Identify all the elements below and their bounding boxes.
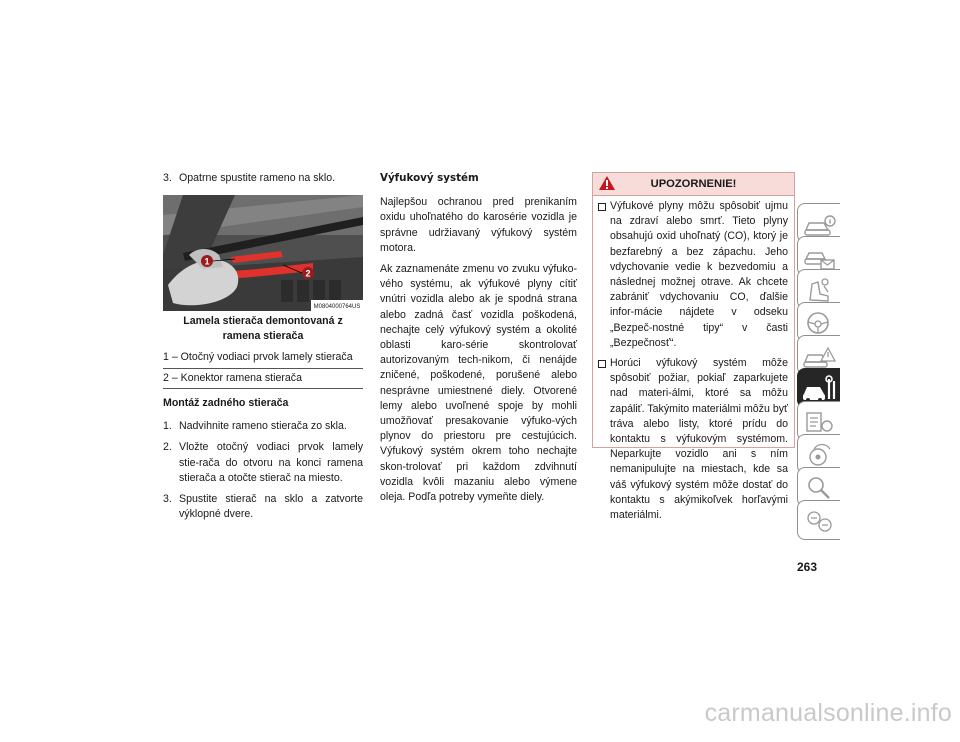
warning-triangle-icon	[598, 175, 616, 191]
exhaust-paragraph-2: Ak zaznamenáte zmenu vo zvuku výfuko-vého systému, ak výfukové plyny cítiť vnútri vozidla alebo ak je spodná strana alebo zadná časť vozidla poškodená, nechajte celý výfukový systém a okolité oblasti karo-série skontrolovať autorizovaným tech-nikom, či nenájde zničené, poškodené, porušené alebo nesprávne umiestnené diely. Otvorené lemy alebo uvoľnené spoje by mohli umožňovať presakovanie výfuko-vých plynov do priestoru pre cestujúcich. Výfukový systém okrem toho nechajte skon-trolovať pri každom zdvihnutí vozidla kvôli mazaniu alebo výmene oleja. Podľa potreby vymeňte diely.	[380, 263, 577, 504]
rear-step-2	[163, 440, 363, 486]
wiper-blade-figure	[163, 195, 363, 311]
checkbox-bullet-icon	[598, 360, 606, 368]
figure-code: M0804000764US	[313, 304, 361, 310]
warning-header	[593, 173, 794, 196]
exhaust-section	[380, 171, 577, 505]
warning-item-2	[593, 356, 794, 523]
callout-label-1: 1	[204, 256, 210, 267]
step-text: Nadvihnite rameno stierača zo skla.	[179, 420, 347, 433]
checkbox-bullet-icon	[598, 203, 606, 211]
front-step-3	[163, 171, 363, 186]
step-number: 3.	[163, 172, 172, 184]
step-number: 1.	[163, 420, 172, 433]
page-number: 263	[797, 560, 818, 574]
rear-step-1	[163, 419, 363, 434]
warning-title: UPOZORNENIE!	[650, 178, 737, 190]
figure-caption: Lamela stierača demontovaná z ramena stierača	[183, 315, 343, 343]
step-text: Spustite stierač na sklo a zatvorte výklopné dvere.	[179, 493, 363, 521]
exhaust-heading: Výfukový systém	[380, 172, 479, 184]
figure-caption-block	[163, 314, 363, 389]
warning-text: Výfukové plyny môžu spôsobiť ujmu na zdraví alebo smrť. Tieto plyny obsahujú oxid uhoľnatý (CO), ktorý je bezfarebný a bez zápachu. Jeho vdychovanie vedie k bezvedomiu a následnej možnej otrave. Ak chcete zabrániť vdychovaniu CO, ďalšie infor-mácie nájdete v odseku „Bezpeč-nostné tipy“ v časti „Bezpečnosť“.	[610, 200, 788, 349]
legend-item-2: 2 – Konektor ramena stierača	[163, 369, 363, 389]
rear-wiper-section	[163, 396, 363, 522]
languages-icon	[798, 501, 841, 541]
left-column	[163, 171, 363, 186]
warning-box	[592, 172, 795, 522]
wiper-removal-illustration	[163, 195, 363, 311]
step-text: Vložte otočný vodiaci prvok lamely stie-rača do otvoru na konci ramena stierača a otočte stierač na miesto.	[179, 441, 363, 484]
exhaust-paragraph-1: Najlepšou ochranou pred prenikaním oxidu uhoľnatého do karosérie vozidla je správne udržiavaný výfukový systém motora.	[380, 196, 577, 254]
step-text: Opatrne spustite rameno na sklo.	[179, 172, 336, 184]
warning-text: Horúci výfukový systém môže spôsobiť požiar, pokiaľ zaparkujete nad materi-álmi, ktoré sa môžu zapáliť. Takýmito materiálmi môžu byť tráva alebo listy, ktoré prídu do kontaktu s výfukovým systémom. Neparkujte vozidlo ani s ním nemanipulujte na miestach, kde sa váš výfukový systém môže dostať do kontaktu s akýmikoľvek horľavými materiálmi.	[610, 357, 788, 522]
warning-item-1	[593, 199, 794, 351]
rear-step-3	[163, 492, 363, 522]
legend-item-1: 1 – Otočný vodiaci prvok lamely stierača	[163, 350, 363, 368]
callout-label-2: 2	[305, 268, 311, 279]
rear-wiper-heading: Montáž zadného stierača	[163, 397, 289, 409]
step-number: 3.	[163, 493, 172, 506]
tab-languages[interactable]	[797, 500, 840, 540]
step-number: 2.	[163, 441, 172, 454]
watermark: carmanualsonline.info	[704, 699, 952, 727]
